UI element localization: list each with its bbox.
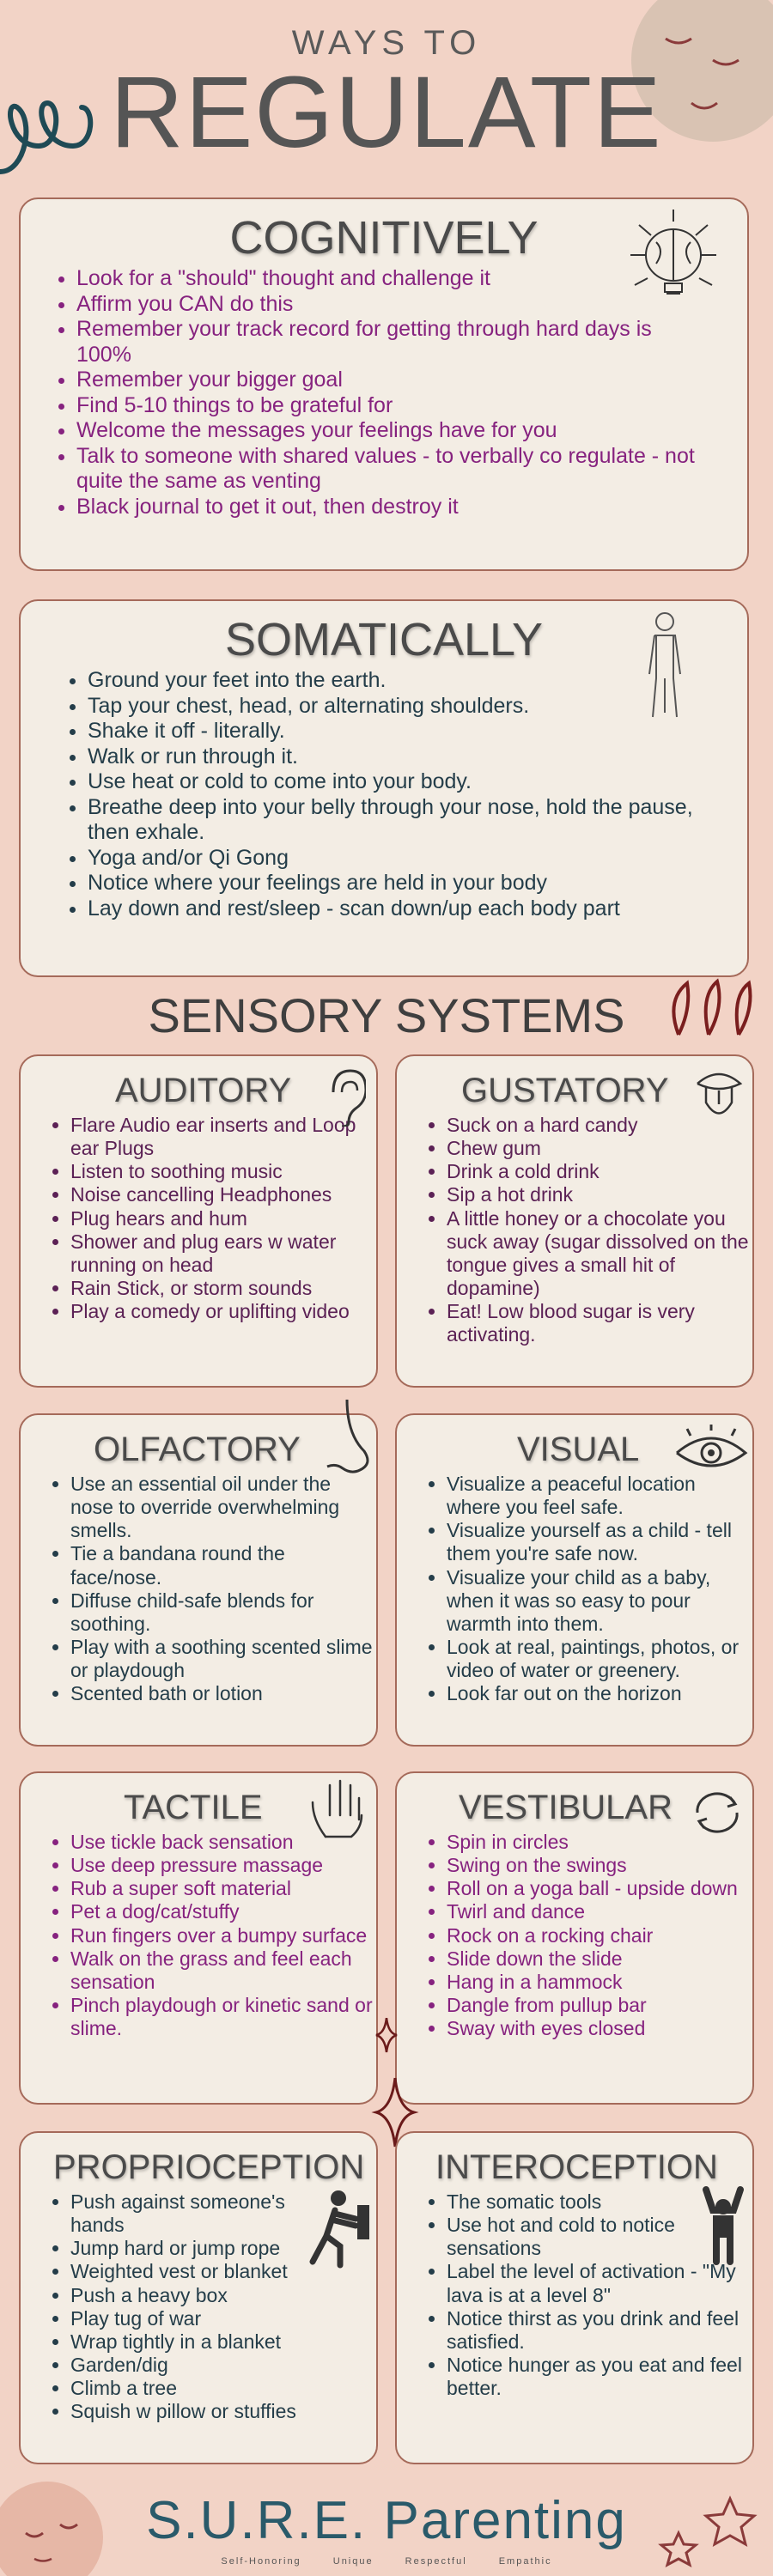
list-item: • Affirm you CAN do this — [76, 292, 747, 318]
card-gustatory — [395, 1054, 754, 1388]
list-item: • Tap your chest, head, or alternating shoulders. — [88, 694, 747, 720]
list-item: • A little honey or a chocolate you suck away (sugar dissolved on the tongue gives a small hit of dopamine) — [447, 1207, 752, 1301]
list-item: • Talk to someone with shared values - to verbally co regulate - not quite the same as venting — [76, 444, 747, 495]
header-kicker: WAYS TO — [291, 24, 482, 62]
human-body-icon — [630, 610, 699, 721]
list-item: • Scented bath or lotion — [70, 1682, 376, 1705]
list-item: • The somatic tools — [447, 2190, 752, 2214]
list-item: • Use an essential oil under the nose to override overwhelming smells. — [70, 1473, 376, 1542]
list-item: • Push against someone's hands — [70, 2190, 376, 2237]
list-item: • Drink a cold drink — [447, 1160, 752, 1183]
list-item: • Sip a hot drink — [447, 1183, 752, 1206]
list-item: • Chew gum — [447, 1137, 752, 1160]
list-item: • Diffuse child-safe blends for soothing. — [70, 1589, 376, 1636]
hand-icon — [304, 1777, 373, 1845]
list-item: • Walk or run through it. — [88, 744, 747, 770]
card-title: COGNITIVELY — [229, 212, 539, 264]
list-item: • Shake it off - literally. — [88, 719, 747, 744]
list-item: • Look at real, paintings, photos, or video of water or greenery. — [447, 1636, 752, 1682]
card-auditory — [19, 1054, 378, 1388]
list-item: • Noise cancelling Headphones — [70, 1183, 376, 1206]
list-item: • Breathe deep into your belly through your nose, hold the pause, then exhale. — [88, 795, 747, 846]
card-visual — [395, 1413, 754, 1747]
list-item: • Use hot and cold to notice sensations — [447, 2214, 752, 2260]
list-item: • Slide down the slide — [447, 1947, 752, 1971]
brand-logo: S.U.R.E. Parenting — [146, 2491, 627, 2550]
list-item: • Push a heavy box — [70, 2284, 376, 2307]
list-item: • Climb a tree — [70, 2377, 376, 2400]
list-item: • Twirl and dance — [447, 1900, 752, 1923]
list-item: • Remember your track record for getting through hard days is 100% — [76, 317, 747, 368]
card-interoception — [395, 2131, 754, 2464]
list-item: • Eat! Low blood sugar is very activating. — [447, 1300, 752, 1346]
list-item: • Ground your feet into the earth. — [88, 668, 747, 694]
sensory-systems-title: SENSORY SYSTEMS — [148, 988, 625, 1042]
list-item: • Remember your bigger goal — [76, 368, 747, 393]
list-item: • Use deep pressure massage — [70, 1854, 376, 1877]
nose-icon — [321, 1400, 373, 1485]
list-item: • Use tickle back sensation — [70, 1831, 376, 1854]
list-item: • Shower and plug ears w water running on head — [70, 1230, 376, 1277]
list-item: • Squish w pillow or stuffies — [70, 2400, 376, 2423]
circular-arrows-icon — [687, 1787, 747, 1838]
card-vestibular — [395, 1771, 754, 2105]
list-item: • Rub a super soft material — [70, 1877, 376, 1900]
pushing-person-icon — [304, 2186, 373, 2272]
list-item: • Look for a "should" thought and challenge it — [76, 266, 747, 292]
list-item: • Visualize a peaceful location where you feel safe. — [447, 1473, 752, 1519]
brand-tagline — [0, 2556, 773, 2567]
tagline-item: Empathic — [498, 2556, 552, 2567]
list-item: • Swing on the swings — [447, 1854, 752, 1877]
list-item: • Listen to soothing music — [70, 1160, 376, 1183]
card-somatically — [19, 599, 749, 977]
list-item: • Rock on a rocking chair — [447, 1924, 752, 1947]
card-title: GUSTATORY — [461, 1072, 669, 1109]
card-title: VISUAL — [517, 1431, 640, 1468]
card-cognitively — [19, 197, 749, 571]
list-item: • Play with a soothing scented slime or playdough — [70, 1636, 376, 1682]
card-title: INTEROCEPTION — [435, 2148, 718, 2186]
header-title: REGULATE — [110, 56, 663, 169]
list-item: • Lay down and rest/sleep - scan down/up each body part — [88, 896, 747, 922]
list-item: • Find 5-10 things to be grateful for — [76, 393, 747, 419]
list-item: • Walk on the grass and feel each sensation — [70, 1947, 376, 1994]
card-title: OLFACTORY — [94, 1431, 301, 1468]
list-item: • Pet a dog/cat/stuffy — [70, 1900, 376, 1923]
card-proprioception — [19, 2131, 378, 2464]
list-item: • Flare Audio ear inserts and Loop ear Plugs — [70, 1114, 376, 1160]
ear-icon — [323, 1066, 366, 1127]
tagline-item: Self-Honoring — [221, 2556, 301, 2567]
card-title: AUDITORY — [115, 1072, 292, 1109]
list-item: • Look far out on the horizon — [447, 1682, 752, 1705]
list-item: • Notice thirst as you drink and feel satisfied. — [447, 2307, 752, 2354]
brain-lightbulb-icon — [613, 208, 733, 311]
list-item: • Hang in a hammock — [447, 1971, 752, 1994]
card-title: TACTILE — [124, 1789, 263, 1826]
list-item: • Run fingers over a bumpy surface — [70, 1924, 376, 1947]
list-item: • Use heat or cold to come into your body. — [88, 769, 747, 795]
card-tactile — [19, 1771, 378, 2105]
list-item: • Tie a bandana round the face/nose. — [70, 1542, 376, 1589]
list-item: • Notice where your feelings are held in your body — [88, 871, 747, 896]
list-item: • Dangle from pullup bar — [447, 1994, 752, 2017]
person-arms-up-icon — [697, 2184, 749, 2270]
card-title: VESTIBULAR — [459, 1789, 673, 1826]
list-item: • Rain Stick, or storm sounds — [70, 1277, 376, 1300]
leaf-petals-decoration — [661, 975, 756, 1043]
list-item: • Wrap tightly in a blanket — [70, 2330, 376, 2354]
tagline-item: Unique — [332, 2556, 374, 2567]
eye-icon — [673, 1424, 749, 1475]
card-title: SOMATICALLY — [224, 614, 544, 665]
card-olfactory — [19, 1413, 378, 1747]
list-item: • Yoga and/or Qi Gong — [88, 846, 747, 872]
tagline-item: Respectful — [405, 2556, 467, 2567]
list-item: • Jump hard or jump rope — [70, 2237, 376, 2260]
list-item: • Play tug of war — [70, 2307, 376, 2330]
list-item: • Play a comedy or uplifting video — [70, 1300, 376, 1323]
list-item: • Black journal to get it out, then destroy it — [76, 495, 747, 520]
list-item: • Garden/dig — [70, 2354, 376, 2377]
list-item: • Welcome the messages your feelings have for you — [76, 418, 747, 444]
list-item: • Suck on a hard candy — [447, 1114, 752, 1137]
list-item: • Spin in circles — [447, 1831, 752, 1854]
list-item: • Visualize yourself as a child - tell them you're safe now. — [447, 1519, 752, 1565]
list-item: • Notice hunger as you eat and feel better. — [447, 2354, 752, 2400]
card-title: PROPRIOCEPTION — [53, 2148, 365, 2186]
list-item: • Plug hears and hum — [70, 1207, 376, 1230]
list-item: • Roll on a yoga ball - upside down — [447, 1877, 752, 1900]
list-item: • Sway with eyes closed — [447, 2017, 752, 2040]
list-item: • Pinch playdough or kinetic sand or slime. — [70, 1994, 376, 2040]
list-item: • Weighted vest or blanket — [70, 2260, 376, 2283]
list-item: • Visualize your child as a baby, when it was so easy to pour warmth into them. — [447, 1566, 752, 1636]
tongue-icon — [693, 1065, 745, 1125]
list-item: • Label the level of activation - "My lava is at a level 8" — [447, 2260, 752, 2306]
